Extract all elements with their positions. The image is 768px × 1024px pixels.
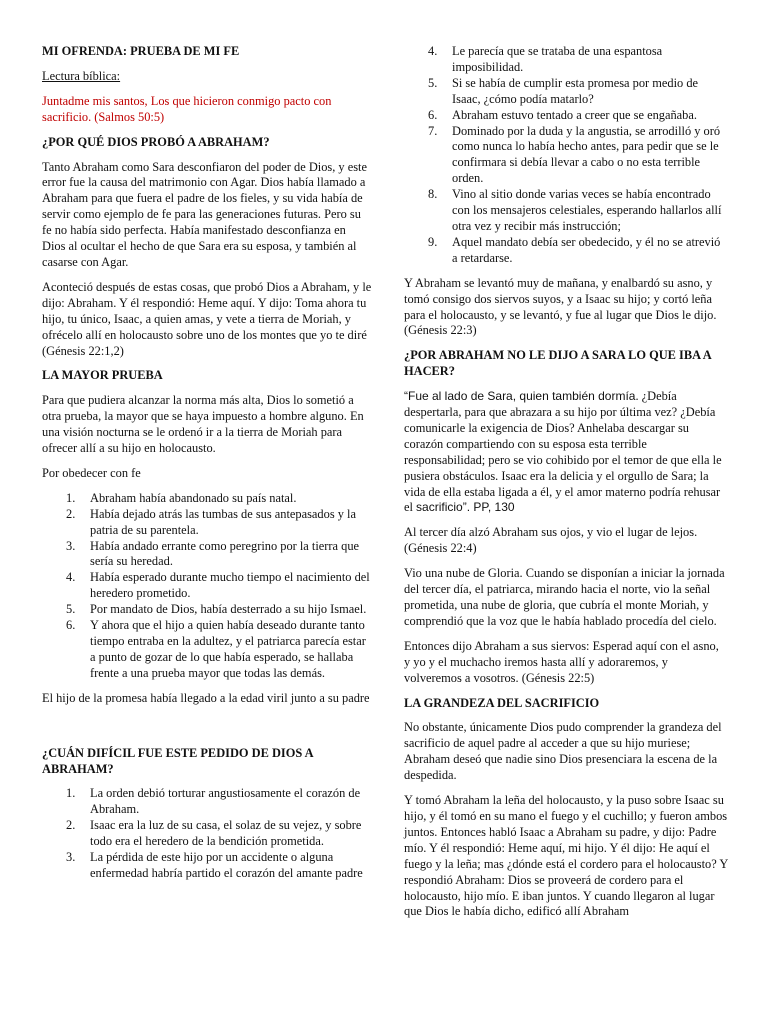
right-column <box>404 44 728 929</box>
quote-citation: ”. PP, 130 <box>462 500 515 515</box>
list-item: 8. Vino al sitio donde varias veces se había encontrado con los mensajeros celestiales, esperando hallarlos allí otra vez y recibir más instrucción; <box>428 187 722 233</box>
list-item: 9. Aquel mandato debía ser obedecido, y él no se atrevió a retardarse. <box>428 234 721 265</box>
left-column <box>42 44 372 891</box>
list-item: 6. Y ahora que el hijo a quien había deseado durante tanto tiempo entraba en la adultez, y el patriarca parecía estar a punto de gozar de lo que había esperado, se hallaba frente a una prueba mayor que todas las demás. <box>66 618 366 680</box>
list-item: 6. Abraham estuvo tentado a creer que se engañaba. <box>428 107 697 122</box>
obedience-list <box>42 491 372 682</box>
list-item: 3. Había andado errante como peregrino por la tierra que sería su heredad. <box>66 538 360 569</box>
heading-grandeza: LA GRANDEZA DEL SACRIFICIO <box>404 695 600 710</box>
paragraph: Tanto Abraham como Sara desconfiaron del poder de Dios, y este error fue la causa del matrimonio con Agar. Dios había llamado a Abraham para que fuera el padre de los fieles, y su vida había de servir como ejemplo de fe para las generaciones futuras. Pero su fe no había sido perfecta. Había manifestado desconfianza en Dios al ocultar el hecho de que Sara era su esposa, y también al casarse con Agar. <box>42 159 367 269</box>
quote-sans-text: sacrificio <box>416 500 463 515</box>
list-item: 3. La pérdida de este hijo por un accidente o alguna enfermedad habría partido el corazón del amante padre <box>66 850 363 880</box>
heading-cuan-dificil: ¿CUÁN DIFÍCIL FUE ESTE PEDIDO DE DIOS A ABRAHAM? <box>42 745 313 776</box>
quote-sans-text: “Fue al lado de Sara, quien también dormía <box>404 389 636 404</box>
list-item: 2. Isaac era la luz de su casa, el solaz de su vejez, y sobre todo era el heredero de la bendición prometida. <box>66 818 362 849</box>
quote-paragraph: “Fue al lado de Sara, quien también dormía. ¿Debía despertarla, para que abrazara a su hijo por última vez? ¿Debía comunicarle la exigencia de Dios? Anhelaba descargar su corazón compartiendo con su esposa esta terrible responsabilidad; pero se vio cohibido por el temor de que ella le pusiera obstáculos. Isaac era la delicia y el orgullo de Sara; la vida de ella estaba ligada a él, y el amor materno podría rehusar el sacrificio”. PP, 130 <box>404 389 722 515</box>
list-item: 5. Si se había de cumplir esta promesa por medio de Isaac, ¿cómo podía matarlo? <box>428 75 699 106</box>
list-item: 5. Por mandato de Dios, había desterrado a su hijo Ismael. <box>66 602 367 617</box>
list-item: 1. La orden debió torturar angustiosamente el corazón de Abraham. <box>66 786 361 817</box>
list-item: 1. Abraham había abandonado su país natal. <box>66 490 297 505</box>
difficulty-list-continued <box>404 44 728 267</box>
heading-sara: ¿POR ABRAHAM NO LE DIJO A SARA LO QUE IBA A HACER? <box>404 348 712 379</box>
paragraph: Por obedecer con fe <box>42 465 141 480</box>
document-title: MI OFRENDA: PRUEBA DE MI FE <box>42 44 240 58</box>
bible-verse: Juntadme mis santos, Los que hicieron conmigo pacto con sacrificio. (Salmos 50:5) <box>42 93 332 124</box>
heading-por-que: ¿POR QUÉ DIOS PROBÓ A ABRAHAM? <box>42 134 270 149</box>
paragraph: Al tercer día alzó Abraham sus ojos, y vio el lugar de lejos. (Génesis 22:4) <box>404 525 698 556</box>
list-item: 4. Le parecía que se trataba de una espantosa imposibilidad. <box>428 44 663 74</box>
paragraph: Aconteció después de estas cosas, que probó Dios a Abraham, y le dijo: Abraham. Y él respondió: Heme aquí. Y dijo: Toma ahora tu hijo, tu único, Isaac, a quien amas, y vete a tierra de Moriah, y ofrécelo allí en holocausto sobre uno de los montes que yo te diré (Génesis 22:1,2) <box>42 279 372 358</box>
paragraph: El hijo de la promesa había llegado a la edad viril junto a su padre <box>42 690 370 705</box>
lectura-label: Lectura bíblica: <box>42 68 121 83</box>
list-item: 7. Dominado por la duda y la angustia, se arrodilló y oró como nunca lo había hecho antes, para pedir que se le confirmara si debía llevar a cabo o no esta terrible orden. <box>428 123 721 186</box>
paragraph: Vio una nube de Gloria. Cuando se disponían a iniciar la jornada del tercer día, el patriarca, mirando hacia el norte, vio la señal prometida, una nube de gloria, que cubría el monte Moriah, y comprendió que la voz que le había hablado procedía del cielo. <box>404 566 725 628</box>
list-item: 4. Había esperado durante mucho tiempo el nacimiento del heredero prometido. <box>66 570 370 601</box>
heading-mayor-prueba: LA MAYOR PRUEBA <box>42 368 163 383</box>
paragraph: No obstante, únicamente Dios pudo comprender la grandeza del sacrificio de aquel padre al acceder a que su hijo muriese; Abraham deseó que nadie sino Dios presenciara la escena de la despedida. <box>404 720 722 783</box>
paragraph: Y Abraham se levantó muy de mañana, y enalbardó su asno, y tomó consigo dos siervos suyos, y a Isaac su hijo; y cortó leña para el holocausto, y se levantó, y fue al lugar que Dios le dijo. (Génesis 22:3) <box>404 275 717 338</box>
list-item: 2. Había dejado atrás las tumbas de sus antepasados y la patria de su parentela. <box>66 506 356 537</box>
paragraph: Para que pudiera alcanzar la norma más alta, Dios lo sometió a otra prueba, la mayor que se haya impuesto a hombre alguno. En una visión nocturna se le ordenó ir a la tierra de Moriah para ofrecer allí a su hijo en holocausto. <box>42 393 364 456</box>
paragraph: Entonces dijo Abraham a sus siervos: Esperad aquí con el asno, y yo y el muchacho iremos hasta allí y adoraremos, y volveremos a vosotros. (Génesis 22:5) <box>404 638 719 685</box>
difficulty-list <box>42 786 372 881</box>
paragraph: Y tomó Abraham la leña del holocausto, y la puso sobre Isaac su hijo, y él tomó en su mano el fuego y el cuchillo; y fueron ambos juntos. Entonces habló Isaac a Abraham su padre, y dijo: Padre mío. Y él respondió: Heme aquí, mi hijo. Y él dijo: He aquí el fuego y la leña; mas ¿dónde está el cordero para el holocausto? Y respondió Abraham: Dios se proveerá de cordero para el holocausto, hijo mío. E iban juntos. Y cuando llegaron al lugar que Dios le había dicho, edificó allí Abraham <box>404 793 728 919</box>
